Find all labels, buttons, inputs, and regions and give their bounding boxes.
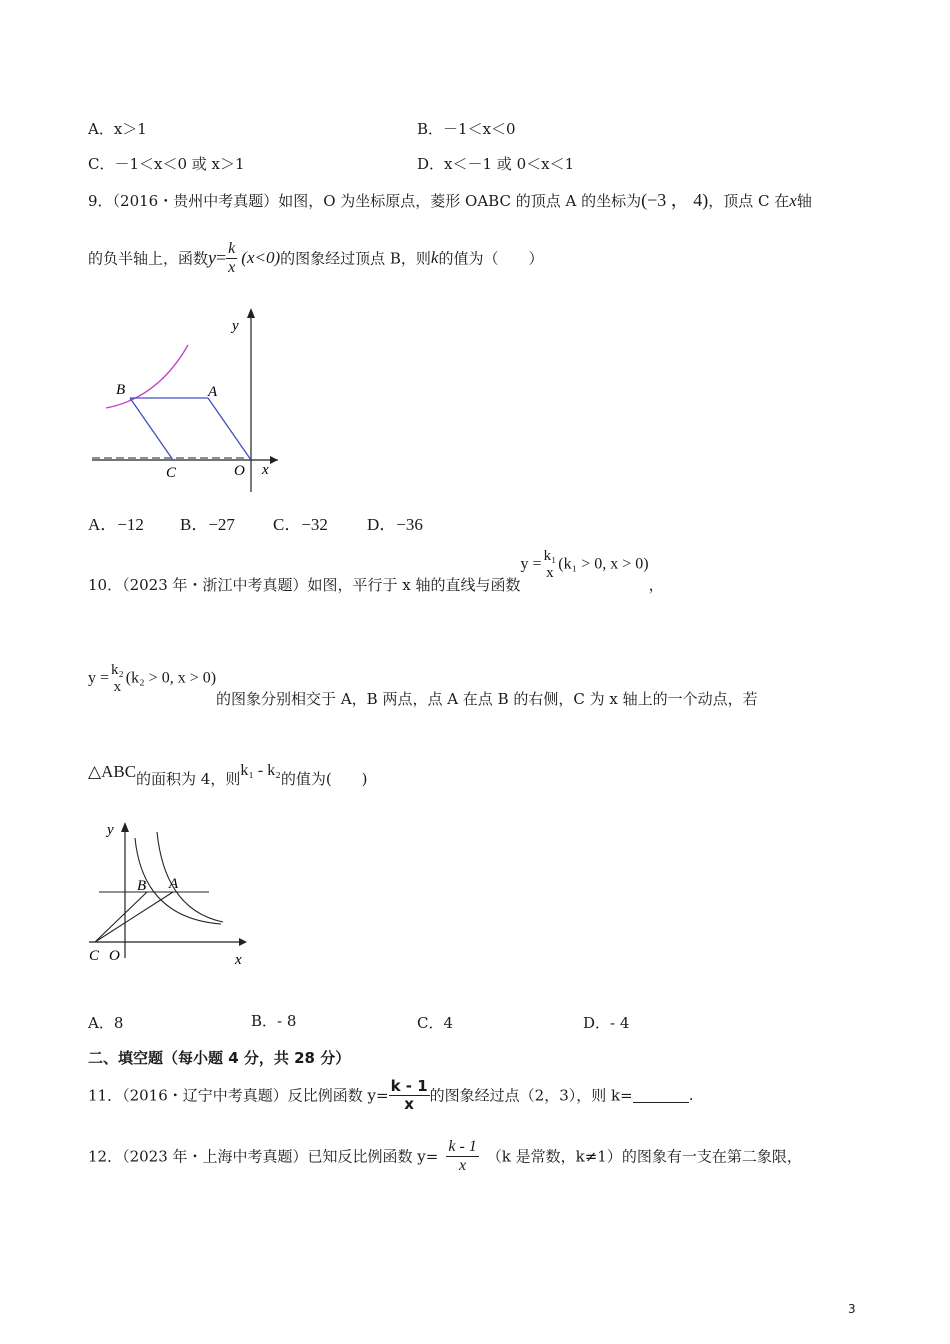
q10-option-c: C．4 [417, 1014, 454, 1032]
q9-option-d: D．−36 [367, 515, 423, 534]
q9-option-c: C．−32 [273, 515, 328, 534]
q10-label-c: C [89, 948, 100, 964]
q10-option-b: B．- 8 [251, 1012, 297, 1030]
q10-figure [85, 818, 255, 970]
q9-figure [88, 300, 288, 500]
q9-option-a: A．−12 [88, 515, 144, 534]
q8-option-b: B．－1＜x＜0 [417, 120, 516, 138]
page-number: 3 [848, 1302, 856, 1316]
q9-function-fraction: $\frac{k}{x}$ [228, 240, 236, 276]
q10-label-o: O [109, 948, 120, 964]
q9-label-c: C [166, 465, 177, 481]
q9-x-arrow [270, 456, 278, 464]
q10-label-a: A [169, 876, 179, 892]
q9-y-arrow [247, 308, 255, 318]
q8-option-c: C．－1＜x＜0 或 x＞1 [88, 155, 245, 173]
q9-label-o: O [234, 463, 245, 479]
q11-stem: 11．（2016・辽宁中考真题）反比例函数 y= $\frac{k - 1}{x}$ 的图象经过点（2，3），则 k= . [88, 1077, 694, 1113]
q9-stem-line2: 的负半轴上，函数y= $\frac{k}{x}$ (x<0)的图象经过顶点 B，则k的值为（ ） [88, 240, 544, 276]
q9-label-b: B [116, 382, 126, 398]
q10-option-a: A．8 [88, 1014, 124, 1032]
q11-answer-blank[interactable] [633, 1088, 689, 1103]
q9-stem-line1: 9．（2016・贵州中考真题）如图，O 为坐标原点，菱形 OABC 的顶点 A 的坐标为(−3 ， 4)，顶点 C 在x轴 [88, 190, 812, 210]
q10-side-ca [95, 892, 173, 942]
q10-stem-line1: 10．（2023 年・浙江中考真题）如图，平行于 x 轴的直线与函数y = k₁ x (k₁ > 0, x > 0)， [88, 548, 664, 594]
q11-fraction: $\frac{k - 1}{x}$ [390, 1077, 428, 1113]
section-title-fill-in: 二、填空题（每小题 4 分，共 28 分） [88, 1049, 351, 1067]
q9-side-bc [130, 398, 173, 460]
q10-side-cb [95, 892, 147, 942]
q10-label-b: B [137, 878, 147, 894]
q9-label-a: A [208, 384, 218, 400]
q9-label-y: y [232, 318, 239, 334]
q10-curve-k1 [157, 832, 223, 922]
q10-stem-line3: △ABC的面积为 4，则k₁ - k₂的值为( ) [88, 762, 368, 788]
q10-option-d: D．- 4 [583, 1014, 630, 1032]
q10-label-y: y [107, 822, 114, 838]
q9-label-x: x [262, 462, 269, 478]
q10-label-x: x [235, 952, 242, 968]
q10-f1-fraction: k₁ x [543, 548, 557, 581]
q12-fraction: $\frac{k - 1}{x}$ [448, 1138, 477, 1174]
q10-f2-fraction: k₂ x [111, 662, 124, 695]
q10-stem-line2: y = k₂ x (k₂ > 0, x > 0)的图象分别相交于 A，B 两点，点 A 在点 B 的右侧，C 为 x 轴上的一个动点，若 [88, 662, 758, 708]
q8-option-d: D．x＜－1 或 0＜x＜1 [417, 155, 575, 173]
q9-side-ao [208, 398, 251, 460]
q8-option-a: A．x＞1 [88, 120, 147, 138]
q9-option-b: B．−27 [180, 515, 235, 534]
q12-stem: 12．（2023 年・上海中考真题）已知反比例函数 y= $\frac{k - 1}{x}$ （k 是常数，k≠1）的图象有一支在第二象限， [88, 1138, 802, 1174]
